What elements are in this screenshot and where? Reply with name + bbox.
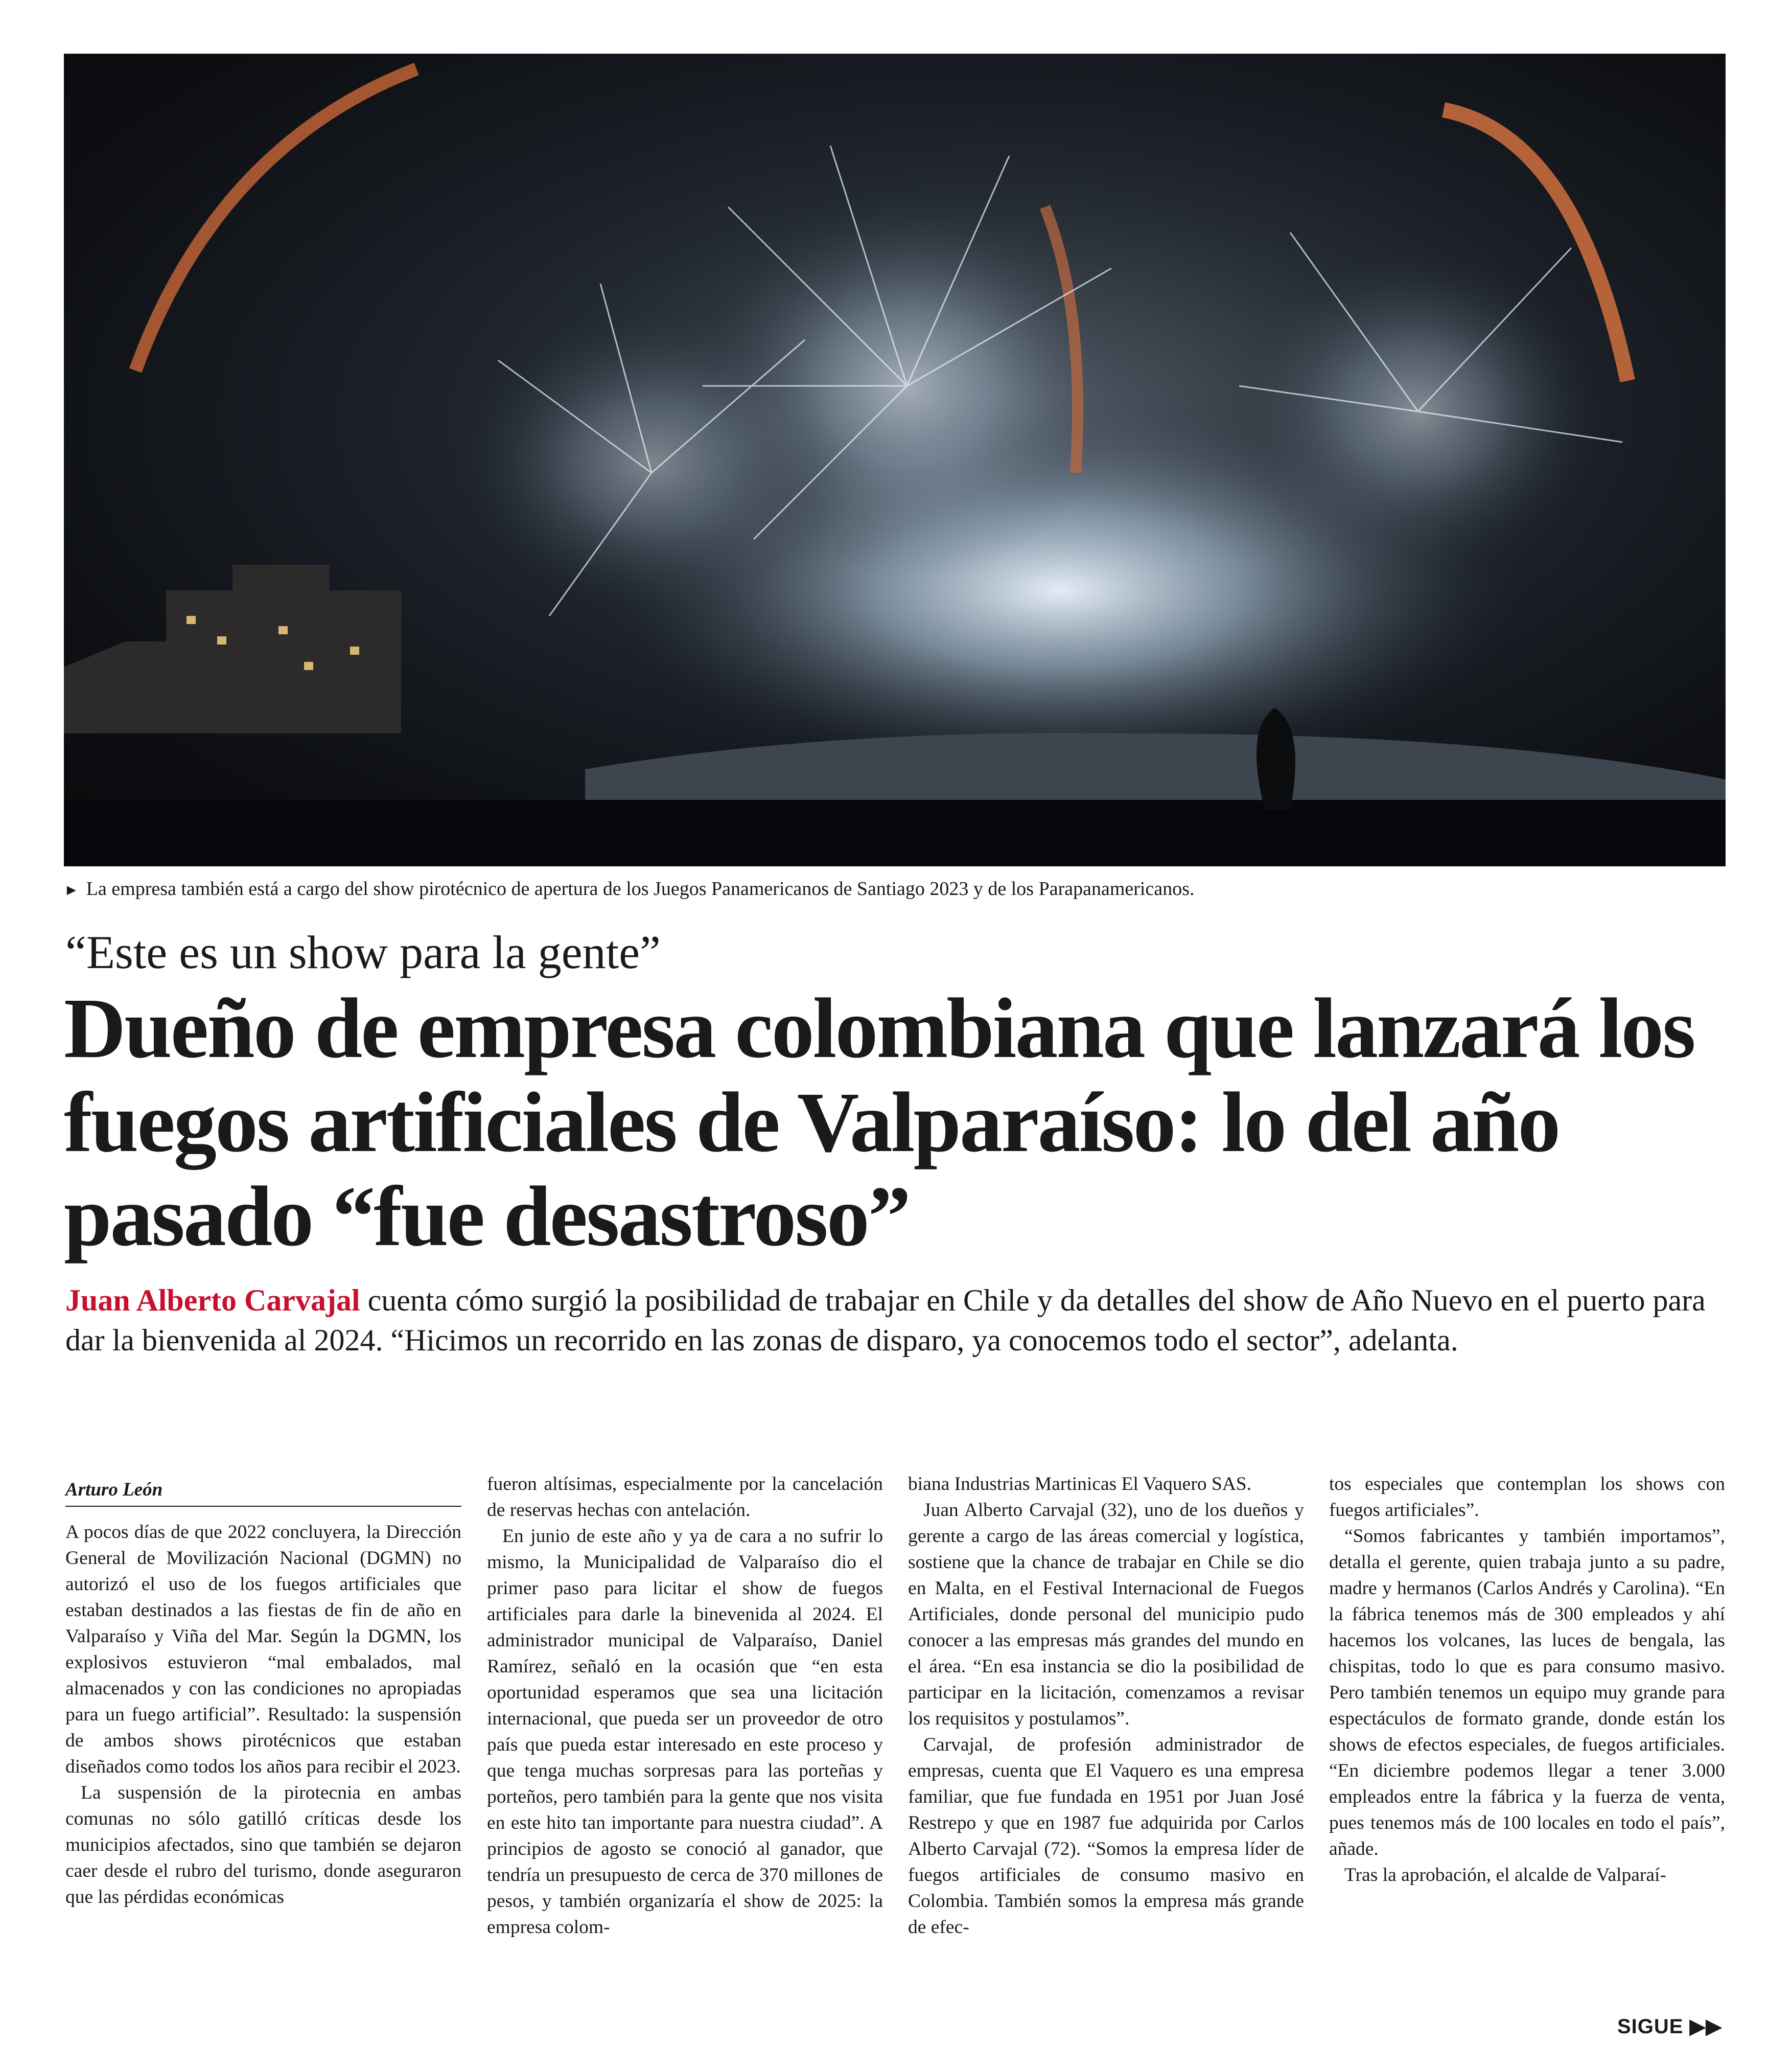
article-column-1 xyxy=(65,1477,461,1910)
deck-text: cuenta cómo surgió la posibilidad de trabajar en Chile y da detalles del show de Año Nuevo en el puerto para dar la bienvenida al 2024. “Hicimos un recorrido en las zonas de disparo, ya conocemos todo el sector”, adelanta. xyxy=(65,1283,1706,1357)
paragraph: Carvajal, de profesión administrador de empresas, cuenta que El Vaquero es una empresa familiar, que fue fundada en 1951 por Juan José Restrepo y que en 1987 fue adquirida por Carlos Alberto Carvajal (72). “Somos la empresa líder de fuegos artificiales de consumo masivo en Colombia. También somos la empresa más grande de efec- xyxy=(908,1734,1304,1938)
paragraph: A pocos días de que 2022 concluyera, la Dirección General de Movilización Nacional (DGMN) no autorizó el uso de los fuegos artificiales que estaban destinados a las fiestas de fin de año en Valparaíso y Viña del Mar. Según la DGMN, los explosivos estuvieron “mal embalados, mal almacenados y con las condiciones no apropiadas para un fuego artificial”. Resultado: la suspensión de ambos shows pirotécnicos que estaban diseñados como todos los años para recibir el 2023. xyxy=(65,1522,461,1777)
paragraph: fueron altísimas, especialmente por la cancelación de reservas hechas con antelación. xyxy=(487,1474,883,1521)
article-column-3 xyxy=(908,1471,1304,1940)
article-deck xyxy=(65,1280,1726,1360)
caption-marker-icon: ► xyxy=(64,882,79,899)
caption-text: La empresa también está a cargo del show pirotécnico de apertura de los Juegos Panamericanos de Santiago 2023 y de los Parapanamericanos. xyxy=(86,878,1195,900)
deck-name: Juan Alberto Carvajal xyxy=(65,1283,360,1317)
paragraph: En junio de este año y ya de cara a no sufrir lo mismo, la Municipalidad de Valparaíso dio el primer paso para licitar el show de fuegos artificiales para darle la binevenida al 2024. El administrador municipal de Valparaíso, Daniel Ramírez, señaló en la ocasión que “en esta oportunidad esperamos que sea una licitación internacional, que pueda ser un proveedor de otro país que pueda estar interesado en este proceso y que tenga muchas sorpresas para las porteñas y porteños, pero también para la gente que nos visita en este hito tan importante para nuestra ciudad”. A principios de agosto se conoció al ganador, que tendría un presupuesto de cerca de 370 millones de pesos, y también organizaría el show de 2025: la empresa colom- xyxy=(487,1526,883,1938)
author-byline: Arturo León xyxy=(65,1477,461,1507)
article-column-2 xyxy=(487,1471,883,1940)
paragraph: “Somos fabricantes y también importamos”, detalla el gerente, quien trabaja junto a su padre, madre y hermanos (Carlos Andrés y Carolina). “En la fábrica tenemos más de 300 empleados y ahí hacemos los volcanes, las luces de bengala, las chispitas, todo lo que es para consumo masivo. Pero también tenemos un equipo muy grande para espectáculos de formato grande, donde están los shows de efectos especiales, de fuegos artificiales. “En diciembre podemos llegar a tener 3.000 empleados entre la fábrica y la fuerza de venta, pues tenemos más de 100 locales en todo el país”, añade. xyxy=(1329,1526,1725,1859)
paragraph: La suspensión de la pirotecnia en ambas comunas no sólo gatilló críticas desde los municipios afectados, sino que también se dejaron caer desde el rubro del turismo, donde aseguraron que las pérdidas económicas xyxy=(65,1782,461,1907)
paragraph: tos especiales que contemplan los shows con fuegos artificiales”. xyxy=(1329,1474,1725,1521)
article-kicker: “Este es un show para la gente” xyxy=(65,926,661,978)
article-headline: Dueño de empresa colombiana que lanzará los fuegos artificiales de Valparaíso: lo del año pasado “fue desastroso” xyxy=(64,981,1694,1264)
paragraph: Tras la aprobación, el alcalde de Valparaí- xyxy=(1344,1865,1666,1886)
continue-label: SIGUE ▶▶ xyxy=(1617,2015,1723,2038)
photo-caption xyxy=(64,877,1726,903)
paragraph: biana Industrias Martinicas El Vaquero SAS. xyxy=(908,1474,1252,1495)
fireworks-photo xyxy=(64,54,1726,866)
fireworks-illustration xyxy=(64,54,1726,866)
paragraph: Juan Alberto Carvajal (32), uno de los dueños y gerente a cargo de las áreas comercial y logística, sostiene que la chance de trabajar en Chile se dio en Malta, en el Festival Internacional de Fuegos Artificiales, donde personal del municipio pudo conocer a las empresas más grandes del mundo en el área. “En esa instancia se dio la posibilidad de participar en la licitación, comenzamos a revisar los requisitos y postulamos”. xyxy=(908,1500,1304,1729)
article-column-4 xyxy=(1329,1471,1725,1888)
